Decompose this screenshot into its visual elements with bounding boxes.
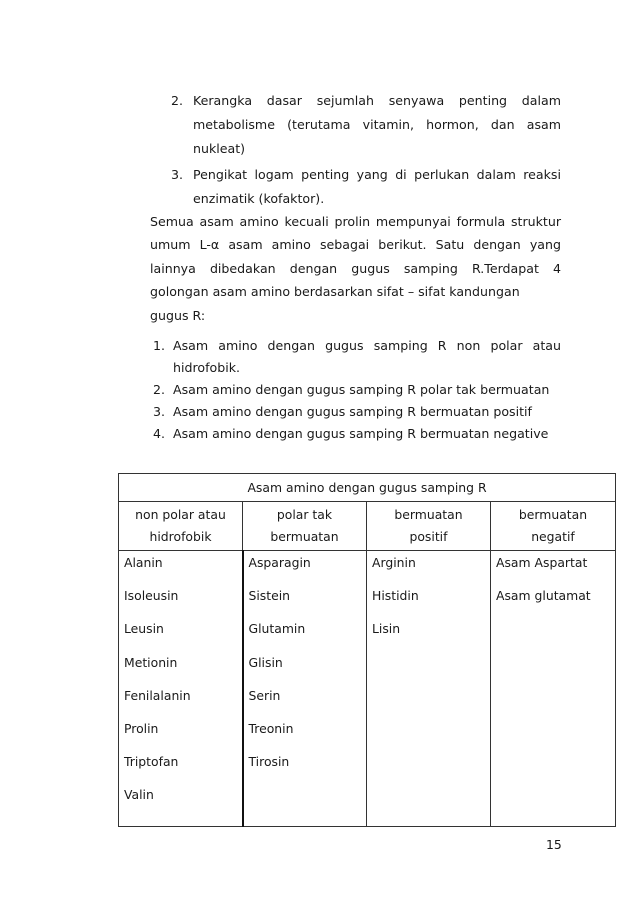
page-number: 15 (546, 837, 562, 852)
header-line: positif (409, 529, 448, 544)
column-header (367, 502, 491, 551)
header-line: bermuatan (270, 529, 339, 544)
list-number: 2. (171, 93, 184, 108)
list-item (153, 401, 561, 423)
table-cell: Prolin (124, 720, 159, 736)
table-cell: Fenilalanin (124, 687, 191, 703)
function-list (171, 89, 561, 213)
table-cell: Metionin (124, 654, 178, 670)
list-text: Kerangka dasar sejumlah senyawa penting dalam metabolisme (terutama vitamin, hormon, dan asam nukleat) (193, 93, 561, 156)
header-line: bermuatan (518, 507, 588, 522)
column-header (491, 502, 616, 551)
column-polar (243, 551, 367, 827)
header-line: negatif (531, 529, 575, 544)
table-cell: Glutamin (248, 621, 306, 637)
list-number: 4. (153, 426, 166, 441)
column-header (243, 502, 367, 551)
table-cell: Serin (248, 687, 281, 703)
amino-acid-table (118, 473, 616, 827)
table-cell: Lisin (372, 621, 401, 637)
column-negative (491, 551, 616, 827)
table-cell: Triptofan (124, 754, 179, 770)
list-item (171, 163, 561, 211)
table-title-row (119, 474, 616, 502)
table-header-row (119, 502, 616, 551)
paragraph-text: Semua asam amino kecuali prolin mempunyai formula struktur umum L-α asam amino sebagai berikut. Satu dengan yang lainnya dibedakan dengan gugus samping R.Terdapat 4 golongan asam amino berdasarkan sifat – sifat kandungan (150, 214, 561, 300)
column-positive (367, 551, 491, 827)
list-text: Asam amino dengan gugus samping R bermuatan positif (173, 404, 532, 419)
list-number: 2. (153, 382, 166, 397)
table-cell: Glisin (248, 654, 283, 670)
header-line: polar tak (276, 507, 333, 522)
table-cell: Asam glutamat (496, 588, 591, 604)
column-nonpolar (119, 551, 243, 827)
list-number: 3. (171, 167, 184, 182)
list-number: 1. (153, 338, 166, 353)
table-cell: Valin (124, 787, 154, 803)
amino-group-list (153, 335, 561, 445)
table-cell: Alanin (124, 555, 163, 570)
paragraph-end: gugus R: (150, 307, 206, 323)
table-cell: Tirosin (248, 754, 290, 770)
list-item (171, 89, 561, 161)
header-line: non polar atau (135, 507, 226, 522)
table-cell: Sistein (248, 588, 291, 604)
table-cell: Arginin (372, 555, 416, 570)
list-text: Asam amino dengan gugus samping R bermuatan negative (173, 426, 549, 441)
body-paragraph (150, 210, 561, 327)
header-line: bermuatan (394, 507, 463, 522)
list-item (153, 335, 561, 379)
table-cell: Leusin (124, 621, 164, 637)
list-text: Asam amino dengan gugus samping R non polar atau hidrofobik. (173, 338, 561, 375)
table-cell: Treonin (248, 720, 294, 736)
column-header (119, 502, 243, 551)
table-cell: Histidin (372, 588, 419, 604)
list-number: 3. (153, 404, 166, 419)
table-cell: Asparagin (248, 555, 311, 570)
list-item (153, 379, 561, 401)
list-item (153, 423, 561, 445)
list-text: Pengikat logam penting yang di perlukan dalam reaksi enzimatik (kofaktor). (193, 167, 561, 206)
header-line: hidrofobik (149, 529, 212, 544)
table-cell: Asam Aspartat (496, 555, 588, 570)
table-cell: Isoleusin (124, 588, 179, 604)
table-title: Asam amino dengan gugus samping R (119, 474, 616, 502)
list-text: Asam amino dengan gugus samping R polar tak bermuatan (173, 382, 550, 397)
table-body-row (119, 551, 616, 827)
